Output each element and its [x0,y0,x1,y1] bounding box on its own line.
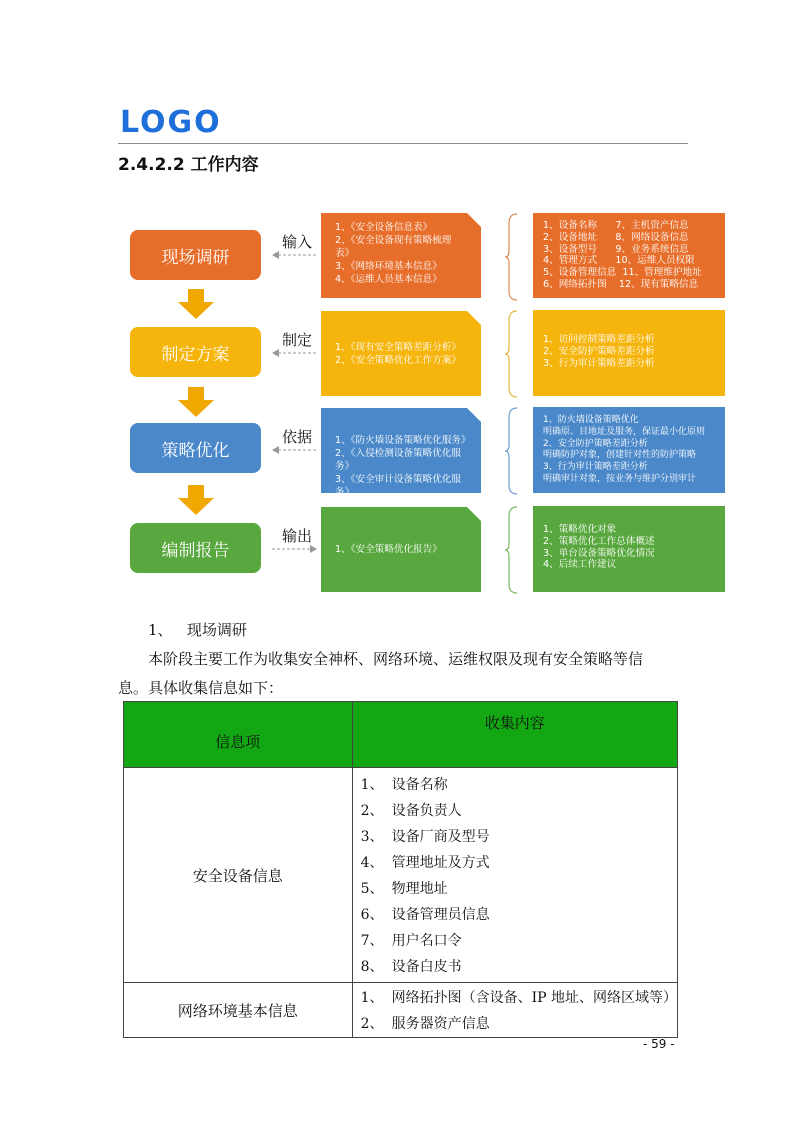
doc-line: 2、《安全设备现有策略梳理 [335,235,452,246]
folded-corner [467,311,481,325]
brace-icon [504,506,518,594]
list-item: 1、 网络拓扑图（含设备、IP 地址、网络区域等） [360,990,677,1006]
table-item-cell: 安全设备信息 [124,768,353,983]
doc-line: 3、《网络环境基本信息》 [335,261,442,272]
list-item: 2、 设备负责人 [360,803,462,819]
list-item: 3、 设备厂商及型号 [360,829,490,845]
list-item: 8、 设备白皮书 [360,959,462,975]
doc-box-plan [321,311,481,396]
doc-line: 1、《防火墙设备策略优化服务》 [335,435,471,446]
info-line: 1、访问控制策略差距分析 [543,334,655,345]
down-arrow-icon [178,289,214,319]
folded-corner [467,408,481,422]
info-line: 明确防护对象，创建针对性的防护策略 [543,450,697,461]
info-box-plan [533,310,725,396]
table-header-row [124,702,678,768]
info-line: 3、设备型号 9、业务系统信息 [543,243,689,255]
stage-site-survey [130,230,261,280]
stage-label: 编制报告 [161,540,230,561]
left-arrow-icon [272,250,317,260]
info-line: 5、设备管理信息 11、管理维护地址 [543,267,702,279]
stage-make-plan [130,327,261,377]
info-line: 1、防火墙设备策略优化 [543,415,639,425]
brace-icon [504,213,518,301]
stage-label: 现场调研 [161,247,230,268]
doc-line: 1、《安全设备信息表》 [335,222,433,233]
info-box-survey [533,213,725,298]
doc-line: 4、《运维人员基本信息》 [335,274,442,285]
doc-line: 2、《安全策略优化工作方案》 [335,355,462,366]
logo: LOGO [120,105,222,140]
info-line: 3、行为审计策略差距分析 [543,462,648,473]
info-line: 2、设备地址 8、网络设备信息 [543,231,689,243]
stage-label: 策略优化 [161,440,230,461]
info-line: 4、后续工作建议 [543,559,617,571]
connector-label-input: 输入 [282,233,313,251]
paragraph-line: 本阶段主要工作为收集安全神杯、网络环境、运维权限及现有安全策略等信 [148,650,644,668]
connector-label-make: 制定 [282,331,313,349]
table-row [124,983,678,1038]
doc-box-optimization [321,408,481,498]
section-title: 2.4.2.2 工作内容 [118,155,259,175]
list-item: 6、 设备管理员信息 [360,907,490,923]
info-line: 4、管理方式 10、运维人员权限 [543,255,695,267]
left-arrow-icon [272,348,317,358]
doc-line: 1、《现有安全策略差距分析》 [335,342,462,353]
doc-box-survey [321,213,481,298]
info-box-report [533,506,725,592]
brace-icon [504,310,518,398]
info-line: 3、单台设备策略优化情况 [543,547,655,559]
info-box-optimization [533,407,725,493]
table-content-cell [352,983,677,1038]
list-item: 2、 服务器资产信息 [360,1016,490,1032]
info-line: 1、设备名称 7、主机资产信息 [543,220,689,231]
doc-line: 1、《安全策略优化报告》 [335,544,442,555]
info-line: 明确审计对象，按业务与维护分别审计 [543,473,697,484]
list-item: 1、 设备名称 [360,777,448,793]
subheading: 1、 现场调研 [148,621,247,639]
doc-line: 2、《入侵检测设备策略优化服务》 [335,448,462,472]
connector-label-basis: 依据 [282,428,313,446]
table-header-cell: 收集内容 [352,702,677,768]
folded-corner [467,507,481,521]
info-line: 2、安全防护策略差距分析 [543,438,648,449]
table-content-cell [352,768,677,983]
doc-box-report [321,507,481,592]
folded-corner [467,213,481,227]
table-row [124,768,678,983]
info-line: 6、网络拓扑图 12、现有策略信息 [543,278,699,290]
header-divider [118,143,688,144]
down-arrow-icon [178,485,214,515]
doc-line: 表》 [335,248,355,259]
info-line: 2、安全防护策略差距分析 [543,345,655,357]
list-item: 5、 物理地址 [360,881,448,897]
info-table [123,701,678,1038]
list-item: 4、 管理地址及方式 [360,855,490,871]
doc-line: 3、《安全审计设备策略优化服务》 [335,474,462,498]
page-number: - 59 - [643,1037,675,1051]
paragraph-line: 息。具体收集信息如下： [118,679,284,697]
left-arrow-icon [272,445,317,455]
info-line: 2、策略优化工作总体概述 [543,535,655,547]
brace-icon [504,407,518,495]
info-line: 3、行为审计策略差距分析 [543,357,655,369]
stage-label: 制定方案 [161,344,230,365]
table-header-cell: 信息项 [124,702,353,768]
table-item-cell: 网络环境基本信息 [124,983,353,1038]
stage-report [130,523,261,573]
info-line: 1、策略优化对象 [543,524,617,535]
down-arrow-icon [178,387,214,417]
right-arrow-icon [272,544,317,554]
list-item: 7、 用户名口令 [360,933,462,949]
workflow-diagram [120,205,730,600]
stage-policy-optimization [130,423,261,473]
info-line: 明确原、目地址及服务，保证最小化原则 [543,426,706,437]
connector-label-output: 输出 [282,527,313,545]
